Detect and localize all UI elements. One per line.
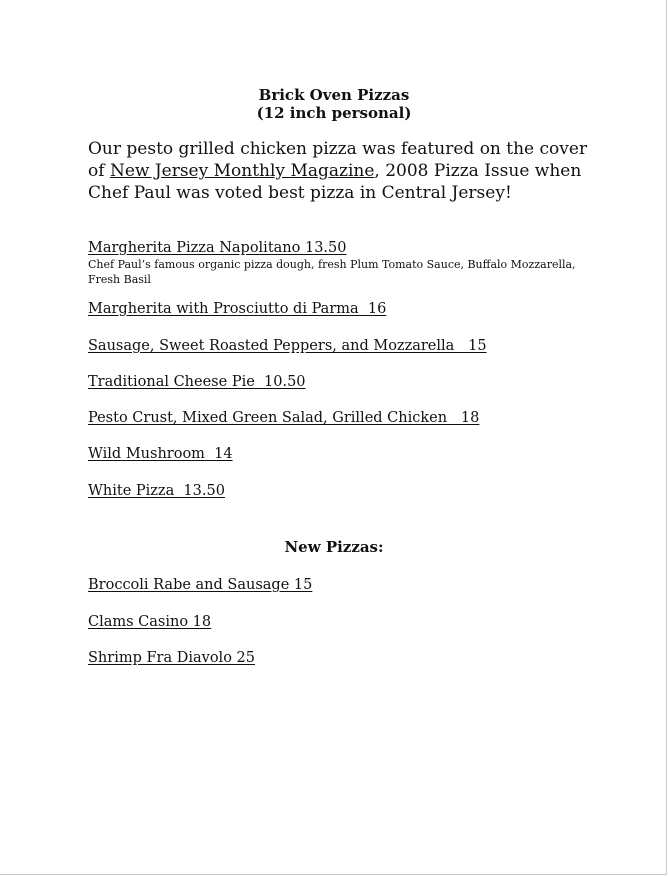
menu-item-description: Chef Paul’s famous organic pizza dough, fresh Plum Tomato Sauce, Buffalo Mozzarella, Fresh Basil — [88, 258, 576, 286]
menu-subtitle: (12 inch personal) — [256, 104, 412, 122]
menu-item-broccoli-rabe: Broccoli Rabe and Sausage 15 — [88, 577, 313, 593]
menu-item-margherita-prosciutto: Margherita with Prosciutto di Parma 16 — [88, 301, 387, 317]
menu-item-wild-mushroom: Wild Mushroom 14 — [88, 446, 233, 462]
menu-item-margherita-napolitano: Margherita Pizza Napolitano 13.50 — [88, 240, 347, 256]
new-pizzas-heading: New Pizzas: — [284, 538, 384, 556]
menu-title: Brick Oven Pizzas — [258, 86, 410, 104]
menu-item-pesto-crust: Pesto Crust, Mixed Green Salad, Grilled Chicken 18 — [88, 410, 480, 426]
menu-item-white-pizza: White Pizza 13.50 — [88, 483, 225, 499]
menu-item-cheese-pie: Traditional Cheese Pie 10.50 — [88, 374, 306, 390]
intro-text-end: , 2008 Pizza Issue when Chef Paul was voted best pizza in Central Jersey! — [88, 161, 582, 203]
menu-item-shrimp-fra-diavolo: Shrimp Fra Diavolo 25 — [88, 650, 255, 666]
magazine-name: New Jersey Monthly Magazine — [109, 161, 375, 181]
menu-item-sausage-peppers: Sausage, Sweet Roasted Peppers, and Mozzarella 15 — [88, 338, 487, 354]
intro-paragraph — [88, 138, 588, 204]
menu-item-clams-casino: Clams Casino 18 — [88, 614, 212, 630]
intro-text-start: Our pesto grilled chicken pizza was featured on the cover of — [88, 139, 588, 181]
